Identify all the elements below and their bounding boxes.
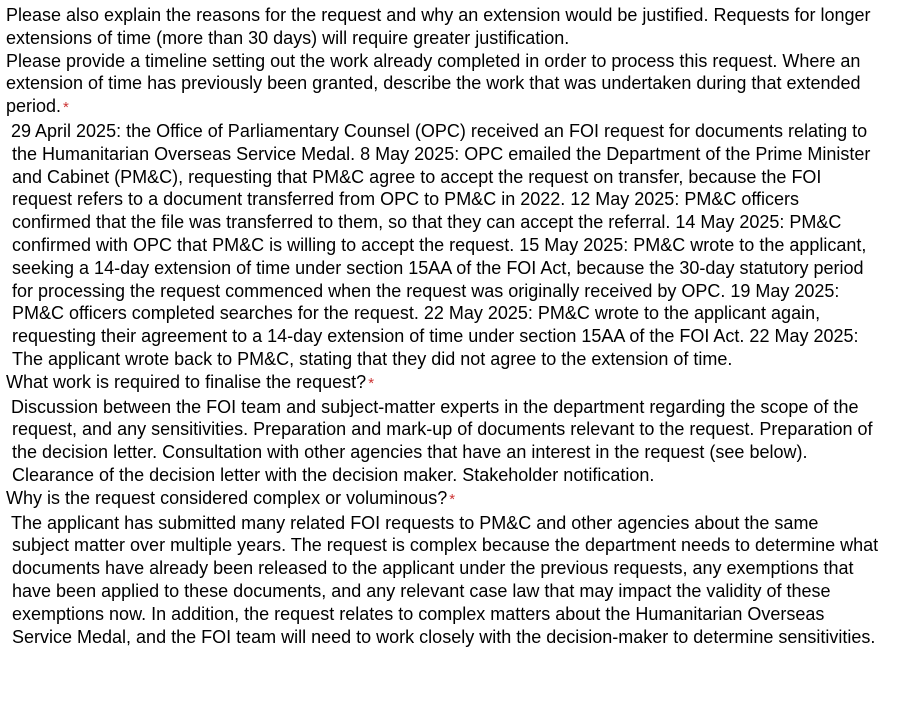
timeline-question-label: Please provide a timeline setting out the work already completed in order to process this request. Where an extension of time has previously been granted, describe the work that was undertaken during that extended period. bbox=[6, 50, 861, 117]
timeline-answer-text: 29 April 2025: the Office of Parliamentary Counsel (OPC) received an FOI request for documents relating to the Humanitarian Overseas Service Medal. 8 May 2025: OPC emailed the Department of the Prime Minister and Cabinet (PM&C), requesting that PM&C agree to accept the request on transfer, because the FOI request refers to a document transferred from OPC to PM&C in 2022. 12 May 2025: PM&C officers confirmed that the file was transferred to them, so that they can accept the referral. 14 May 2025: PM&C confirmed with OPC that PM&C is willing to accept the request. 15 May 2025: PM&C wrote to the applicant, seeking a 14-day extension of time under section 15AA of the FOI Act, because the 30-day statutory period for processing the request commenced when the request was originally received by OPC. 19 May 2025: PM&C officers completed searches for the request. 22 May 2025: PM&C wrote to the applicant again, requesting their agreement to a 14-day extension of time under section 15AA of the FOI Act. 22 May 2025: The applicant wrote back to PM&C, stating that they did not agree to the extension of time. bbox=[11, 120, 871, 369]
work-question-label: What work is required to finalise the request? bbox=[6, 371, 367, 392]
intro-reasons-label: Please also explain the reasons for the request and why an extension would be justified. Requests for longer extensions of time (more than 30 days) will require greater justification. bbox=[6, 5, 871, 48]
required-marker: * bbox=[449, 490, 456, 508]
complex-answer bbox=[6, 512, 879, 649]
complex-question-label: Why is the request considered complex or voluminous? bbox=[6, 487, 448, 508]
required-marker: * bbox=[63, 99, 69, 117]
complex-question bbox=[6, 487, 879, 512]
timeline-question bbox=[6, 50, 879, 120]
intro-reasons-text bbox=[6, 4, 879, 50]
work-answer-text: Discussion between the FOI team and subject-matter experts in the department regarding the scope of the request, and any sensitivities. Preparation and mark-up of documents relevant to the request. Preparation of the decision letter. Consultation with other agencies that have an interest in the request (see below). Clearance of the decision letter with the decision maker. Stakeholder notification. bbox=[11, 396, 873, 485]
work-answer bbox=[6, 396, 879, 487]
work-question bbox=[6, 371, 879, 396]
required-marker: * bbox=[368, 374, 375, 392]
complex-answer-text: The applicant has submitted many related FOI requests to PM&C and other agencies about the same subject matter over multiple years. The request is complex because the department needs to determine what documents have already been released to the applicant under the previous requests, any exemptions that have been applied to these documents, and any relevant case law that may impact the validity of these exemptions now. In addition, the request relates to complex matters about the Humanitarian Overseas Service Medal, and the FOI team will need to work closely with the decision-maker to determine sensitivities. bbox=[11, 512, 879, 647]
timeline-answer bbox=[6, 120, 879, 371]
